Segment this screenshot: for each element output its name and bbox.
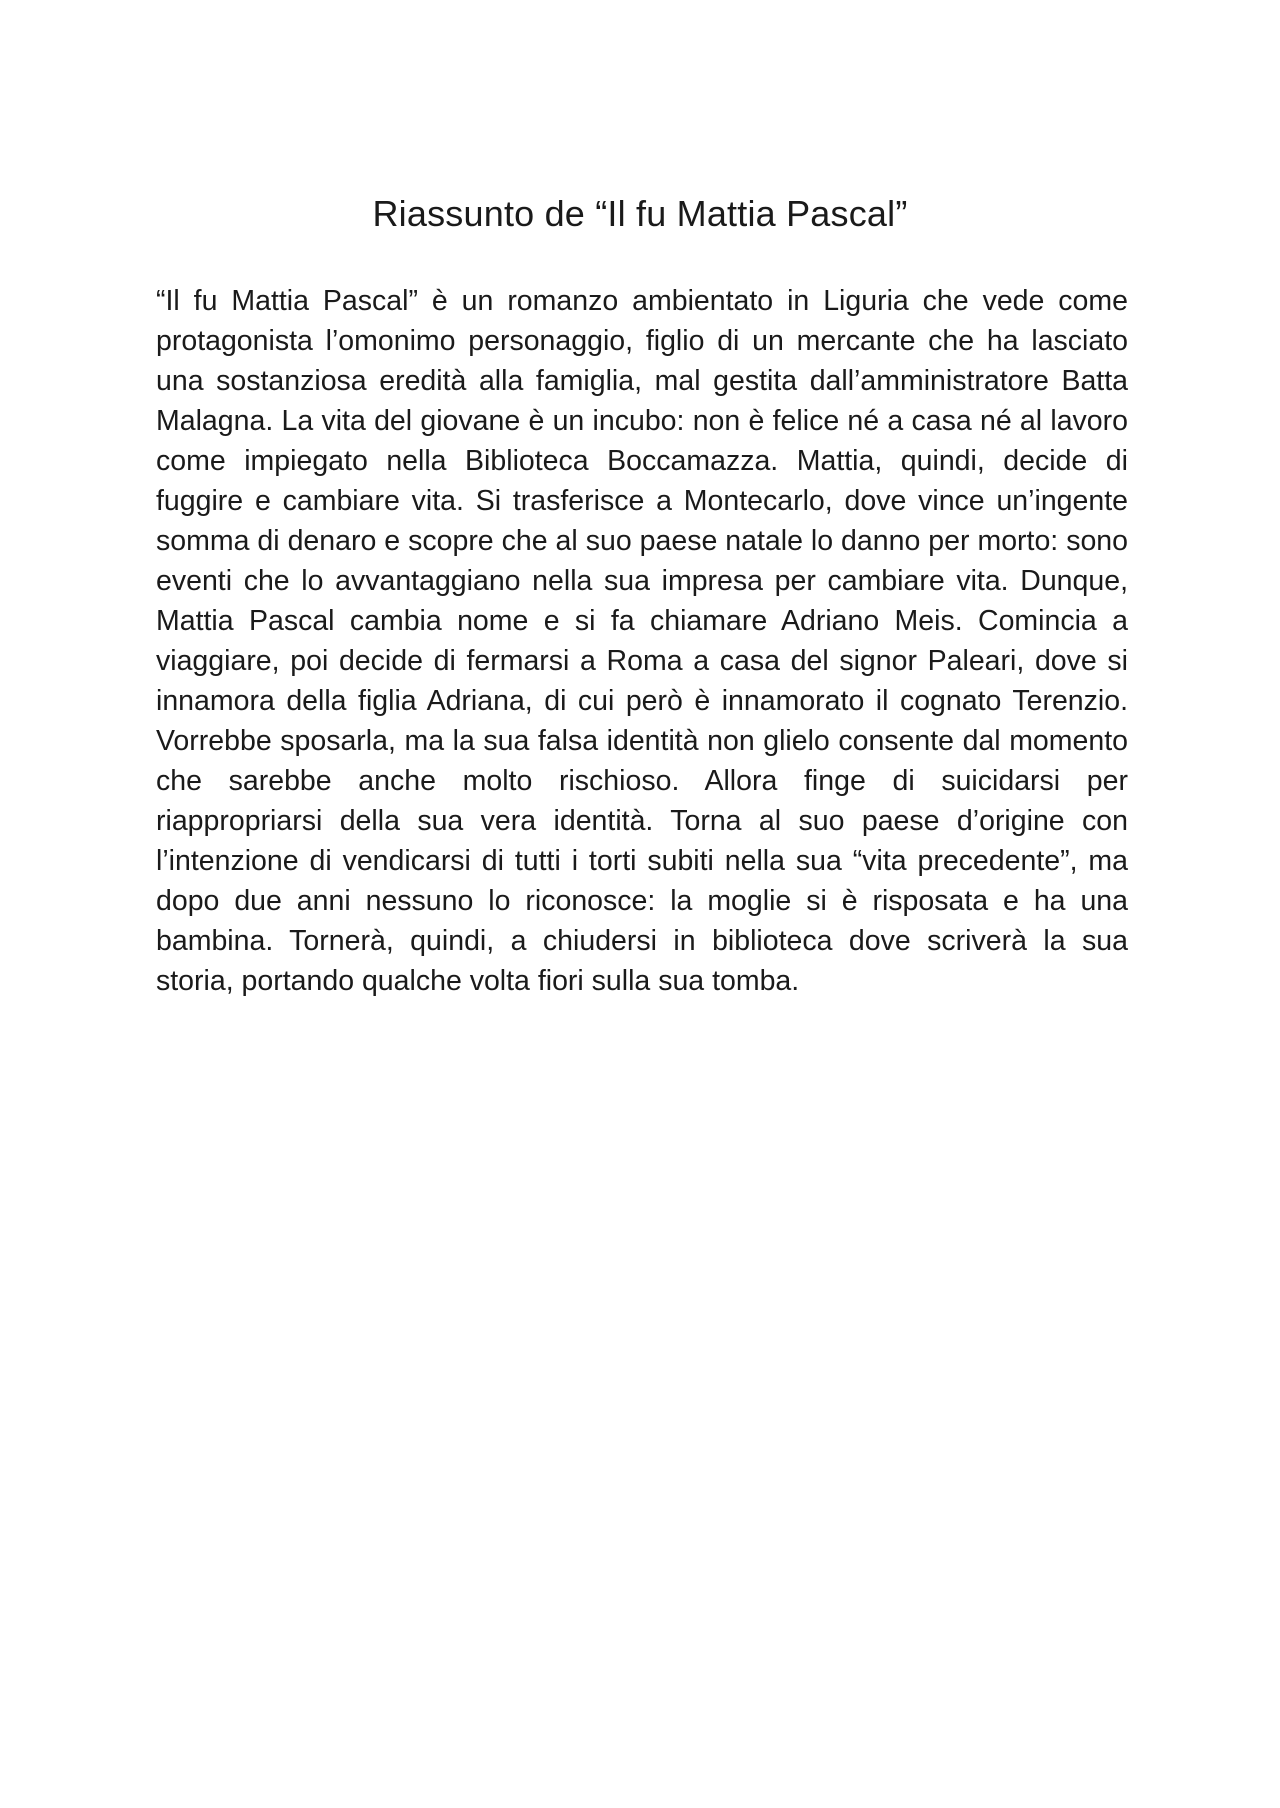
document-title: Riassunto de “Il fu Mattia Pascal”	[372, 193, 908, 234]
summary-paragraph: “Il fu Mattia Pascal” è un romanzo ambientato in Liguria che vede come protagonista l’omonimo personaggio, figlio di un mercante che ha lasciato una sostanziosa eredità alla famiglia, mal gestita dall’amministratore Batta Malagna. La vita del giovane è un incubo: non è felice né a casa né al lavoro come impiegato nella Biblioteca Boccamazza. Mattia, quindi, decide di fuggire e cambiare vita. Si trasferisce a Montecarlo, dove vince un’ingente somma di denaro e scopre che al suo paese natale lo danno per morto: sono eventi che lo avvantaggiano nella sua impresa per cambiare vita. Dunque, Mattia Pascal cambia nome e si fa chiamare Adriano Meis. Comincia a viaggiare, poi decide di fermarsi a Roma a casa del signor Paleari, dove si innamora della figlia Adriana, di cui però è innamorato il cognato Terenzio. Vorrebbe sposarla, ma la sua falsa identità non glielo consente dal momento che sarebbe anche molto rischioso. Allora finge di suicidarsi per riappropriarsi della sua vera identità. Torna al suo paese d’origine con l’intenzione di vendicarsi di tutti i torti subiti nella sua “vita precedente”, ma dopo due anni nessuno lo riconosce: la moglie si è risposata e ha una bambina. Tornerà, quindi, a chiudersi in biblioteca dove scriverà la sua storia, portando qualche volta fiori sulla sua tomba.	[156, 285, 1128, 997]
